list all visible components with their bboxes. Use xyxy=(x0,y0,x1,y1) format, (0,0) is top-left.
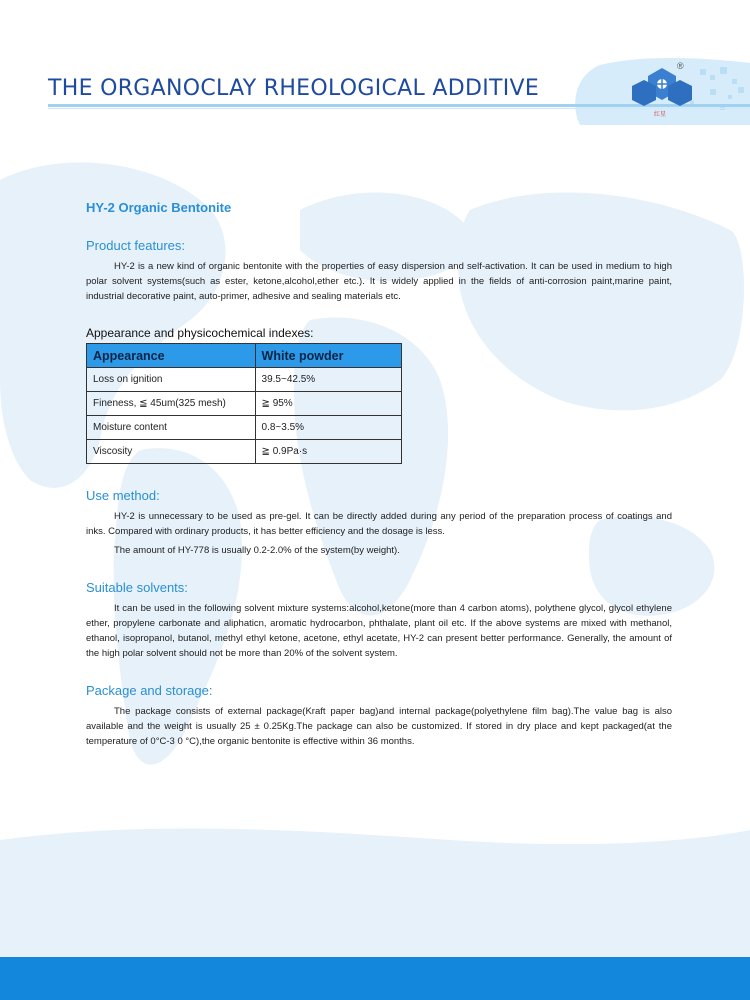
footer-bar xyxy=(0,957,750,1000)
solvents-heading: Suitable solvents: xyxy=(86,580,188,595)
features-paragraph: HY-2 is a new kind of organic bentonite with the properties of easy dispersion and self-activation. It can be used in medium to high polar solvent systems(such as ester, ketone,alcohol,ether etc.). It is widely applied in the fields of anti-corrosion paint,marine paint, industrial decorative paint, auto-primer, adhesive and sealing materials etc. xyxy=(86,261,672,302)
product-title: HY-2 Organic Bentonite xyxy=(86,200,232,215)
specs-table xyxy=(86,343,402,464)
spec-label: Moisture content xyxy=(87,416,256,440)
specs-header-appearance: Appearance xyxy=(87,344,256,368)
specs-header-row xyxy=(87,344,402,368)
spec-label: Fineness, ≦ 45um(325 mesh) xyxy=(87,392,256,416)
logo-text: 红星 xyxy=(654,112,667,118)
table-row xyxy=(87,392,402,416)
document-content xyxy=(86,200,672,749)
registered-mark: ® xyxy=(677,61,684,71)
specs-header-white-powder: White powder xyxy=(255,344,401,368)
use-method-paragraph: HY-2 is unnecessary to be used as pre-gel. It can be directly added during any period of the preparation process of coatings and inks. Compared with ordinary products, it has better efficiency and the dosage is less. xyxy=(86,511,672,537)
spec-label: Viscosity xyxy=(87,440,256,464)
solvents-paragraph: It can be used in the following solvent mixture systems:alcohol,ketone(more than 4 carbon atoms), polythene glycol, glycol ethylene ether, propylene carbonate and aliphaticn, aromatic hydrocarbon, phthalate, plant oil etc. If the above systems are mixed with methanol, ethanol, isopropanol, butanol, methyl ethyl ketone, acetone, ethyl acetate, HY-2 can present better performance. Generally, the amount of the high polar solvent should not be more than 20% of the solvent system. xyxy=(86,603,672,659)
table-row xyxy=(87,368,402,392)
features-heading: Product features: xyxy=(86,238,185,253)
company-logo xyxy=(632,66,692,114)
specs-heading: Appearance and physicochemical indexes: xyxy=(86,326,314,340)
spec-value: 39.5~42.5% xyxy=(255,368,401,392)
table-row xyxy=(87,440,402,464)
use-method-heading: Use method: xyxy=(86,488,160,503)
storage-paragraph: The package consists of external package(Kraft paper bag)and internal package(polyethylene film bag).The value bag is also available and the weight is usually 25 ± 0.25Kg.The package can also be customized. If stored in dry place and kept packaged(at the temperature of 0°C-3 0 °C),the organic bentonite is effective within 36 months. xyxy=(86,706,672,747)
spec-label: Loss on ignition xyxy=(87,368,256,392)
spec-value: ≧ 0.9Pa·s xyxy=(255,440,401,464)
page-title: THE ORGANOCLAY RHEOLOGICAL ADDITIVE xyxy=(48,76,540,101)
spec-value: 0.8~3.5% xyxy=(255,416,401,440)
use-method-dosage: The amount of HY-778 is usually 0.2-2.0% of the system(by weight). xyxy=(114,545,400,556)
spec-value: ≧ 95% xyxy=(255,392,401,416)
table-row xyxy=(87,416,402,440)
storage-heading: Package and storage: xyxy=(86,683,213,698)
